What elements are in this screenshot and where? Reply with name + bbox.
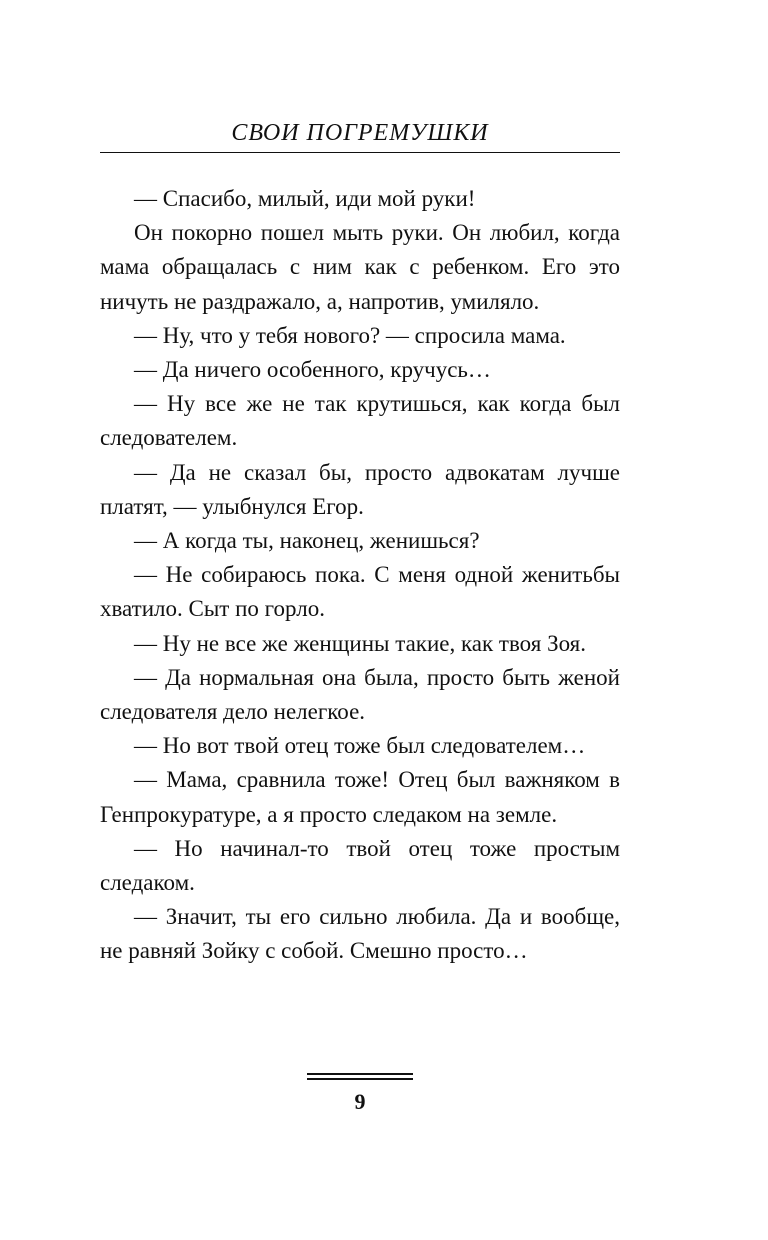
footer-rule <box>307 1078 413 1080</box>
footer-rule <box>307 1073 413 1075</box>
paragraph: — Мама, сравнила тоже! Отец был важняком в Генпрокуратуре, а я просто следаком на земле. <box>100 767 620 827</box>
paragraph: Он покорно пошел мыть руки. Он любил, когда мама обращалась с ним как с ребенком. Его это ничуть не раздражало, а, напротив, умиляло. <box>100 220 620 314</box>
paragraph: — Не собираюсь пока. С меня одной женитьбы хватило. Сыт по горло. <box>100 562 620 622</box>
paragraph: — Да ничего особенного, кручусь… <box>134 357 491 383</box>
paragraph: — Да не сказал бы, просто адвокатам лучше платят, — улыбнулся Егор. <box>100 459 620 519</box>
page-number: 9 <box>354 1089 366 1114</box>
paragraph: — Да нормальная она была, просто быть женой следователя дело нелегкое. <box>100 664 620 725</box>
body-text <box>100 182 620 969</box>
paragraph: — Значит, ты его сильно любила. Да и вообще, не равняй Зойку с собой. Смешно просто… <box>100 904 620 964</box>
footer-ornament-rules <box>307 1073 413 1080</box>
header-rule <box>100 152 620 153</box>
paragraph: — Ну все же не так крутишься, как когда был следователем. <box>100 391 620 451</box>
paragraph: — А когда ты, наконец, женишься? <box>134 528 480 554</box>
paragraph: — Спасибо, милый, иди мой руки! <box>134 186 476 211</box>
running-head: СВОИ ПОГРЕМУШКИ <box>231 120 489 146</box>
paragraph: — Но начинал-то твой отец тоже простым следаком. <box>100 835 620 896</box>
paragraph: — Ну не все же женщины такие, как твоя Зоя. <box>134 630 586 656</box>
paragraph: — Но вот твой отец тоже был следователем… <box>134 733 586 759</box>
paragraph: — Ну, что у тебя нового? — спросила мама. <box>134 322 566 348</box>
